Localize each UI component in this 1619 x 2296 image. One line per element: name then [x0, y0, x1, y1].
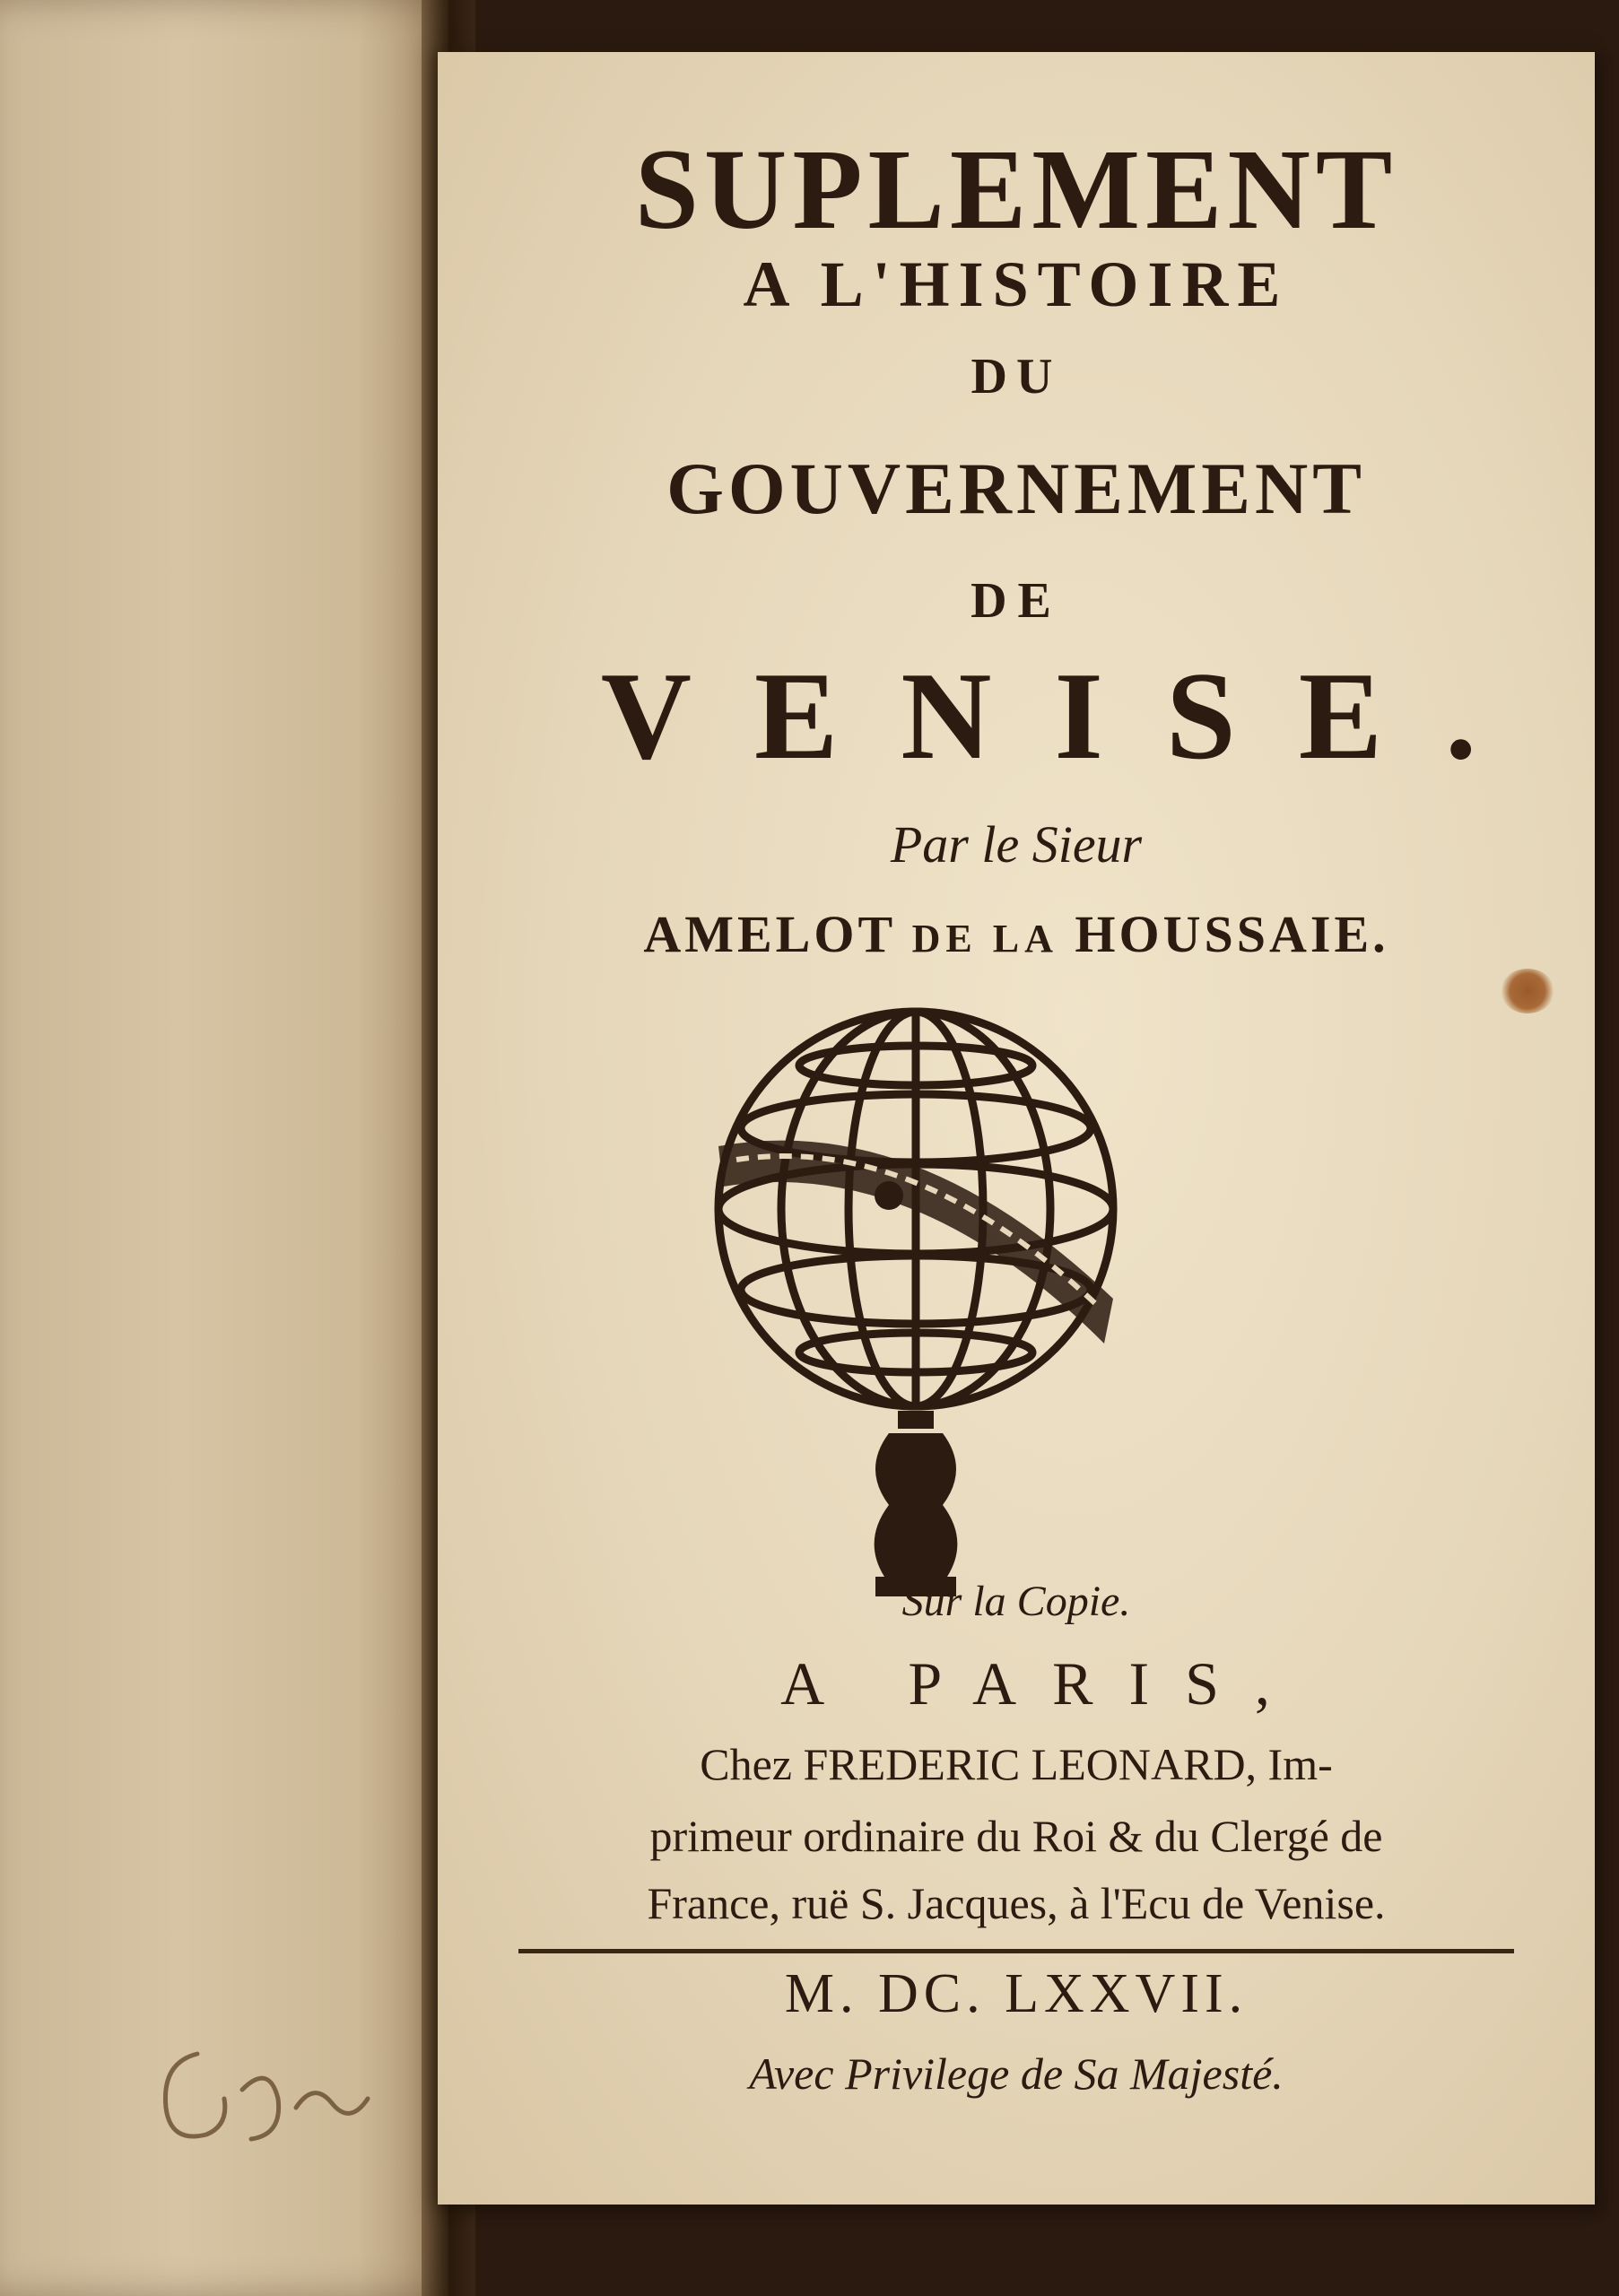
author-first: AMELOT: [643, 905, 896, 963]
imprint-note: Sur la Copie.: [901, 1578, 1131, 1625]
publication-date: M. DC. LXXVII.: [784, 1963, 1249, 2024]
foxing-stain: [1501, 969, 1554, 1013]
author-particle: DE LA: [911, 917, 1058, 961]
divider-rule: [518, 1949, 1514, 1953]
title-line-1: SUPLEMENT: [634, 126, 1398, 253]
title-line-6: VENISE.: [600, 647, 1540, 786]
printer-line-1: Chez FREDERIC LEONARD, Im-: [700, 1739, 1333, 1789]
title-line-3: DU: [971, 349, 1062, 404]
privilege-line: Avec Privilege de Sa Majesté.: [749, 2048, 1284, 2099]
title-line-5: DE: [971, 573, 1062, 629]
printer-line-2: primeur ordinaire du Roi & du Clergé de: [649, 1811, 1383, 1861]
armillary-sphere-icon: [683, 1003, 1149, 1613]
author-last: HOUSSAIE.: [1075, 905, 1389, 963]
printer-line-3: France, ruë S. Jacques, à l'Ecu de Venise.: [647, 1878, 1386, 1928]
handwritten-signature-left: [144, 2027, 413, 2170]
imprint-city: A PARIS,: [780, 1649, 1306, 1718]
byline: Par le Sieur: [890, 815, 1143, 874]
author-name: [438, 904, 1595, 964]
title-line-4: GOUVERNEMENT: [666, 448, 1366, 529]
title-page: [438, 52, 1595, 2205]
title-line-2: A L'HISTOIRE: [743, 248, 1290, 320]
facing-blank-page: [0, 0, 448, 2296]
